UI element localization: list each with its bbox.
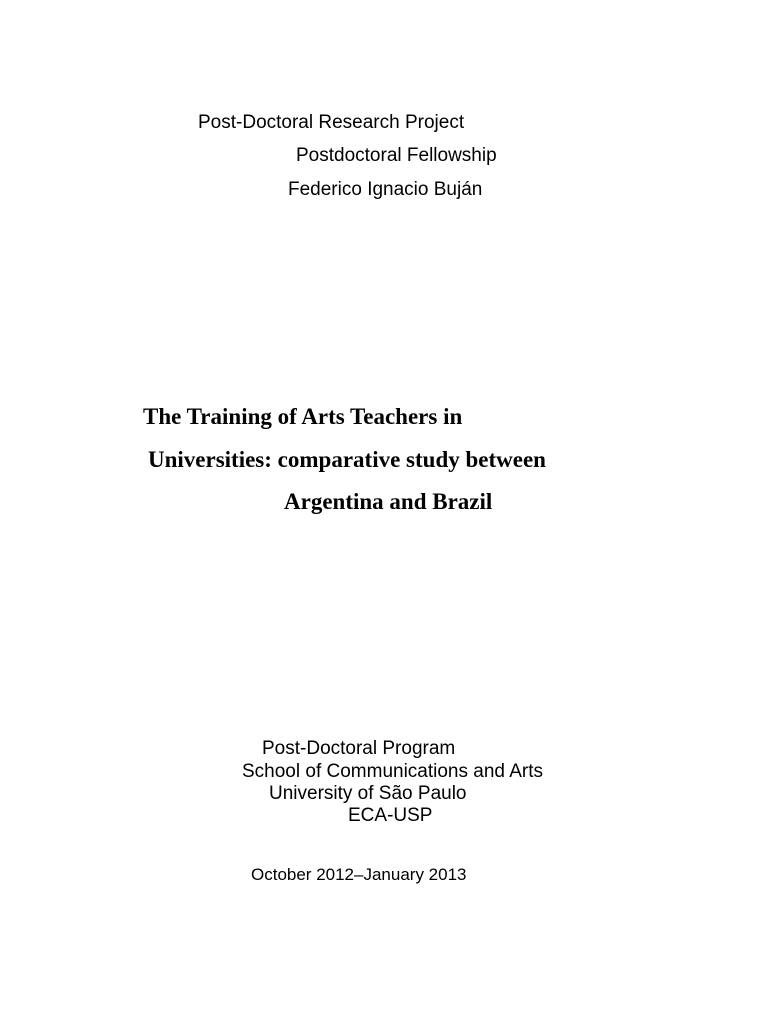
- program-name: Post-Doctoral Program: [262, 738, 456, 759]
- university-name: University of São Paulo: [269, 783, 467, 804]
- title-line-3: Argentina and Brazil: [284, 489, 493, 514]
- title-line-2: Universities: comparative study between: [148, 447, 546, 472]
- fellowship: Postdoctoral Fellowship: [296, 145, 497, 166]
- school-name: School of Communications and Arts: [242, 761, 543, 782]
- institution-acronym: ECA-USP: [348, 805, 433, 826]
- title-line-1: The Training of Arts Teachers in: [143, 404, 463, 429]
- date-range: October 2012–January 2013: [251, 865, 467, 884]
- author-name: Federico Ignacio Buján: [288, 179, 483, 200]
- project-type: Post-Doctoral Research Project: [198, 112, 465, 133]
